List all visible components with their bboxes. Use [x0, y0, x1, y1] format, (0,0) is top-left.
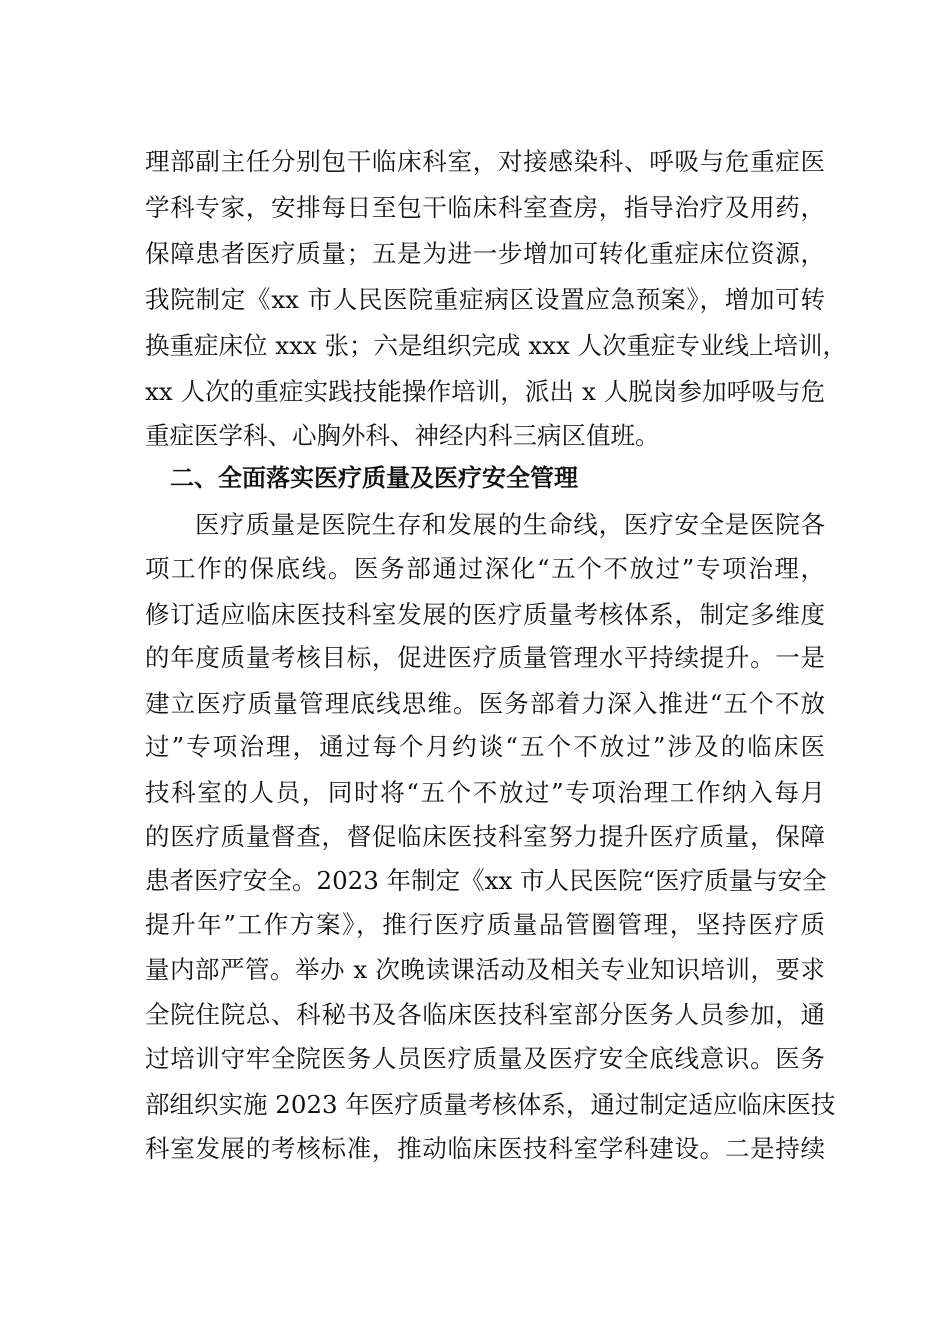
paragraph-line: 技科室的人员，同时将“五个不放过”专项治理工作纳入每月 — [145, 778, 825, 807]
paragraph-line: 量内部严管。举办 x 次晚读课活动及相关专业知识培训，要求 — [145, 955, 825, 984]
paragraph-line: 的医疗质量督查，督促临床医技科室努力提升医疗质量，保障 — [145, 822, 825, 851]
paragraph-line: 部组织实施 2023 年医疗质量考核体系，通过制定适应临床医技 — [145, 1090, 836, 1119]
paragraph-line: 提升年”工作方案》，推行医疗质量品管圈管理，坚持医疗质 — [145, 910, 825, 939]
paragraph-line: 重症医学科、心胸外科、神经内科三病区值班。 — [145, 421, 660, 450]
paragraph-line: 患者医疗安全。2023 年制定《xx 市人民医院“医疗质量与安全 — [145, 866, 827, 895]
paragraph-line: 医疗质量是医院生存和发展的生命线，医疗安全是医院各 — [195, 510, 825, 539]
paragraph-line: 过”专项治理，通过每个月约谈“五个不放过”涉及的临床医 — [145, 732, 825, 761]
paragraph-line: 理部副主任分别包干临床科室，对接感染科、呼吸与危重症医 — [145, 147, 825, 176]
paragraph-line: 修订适应临床医技科室发展的医疗质量考核体系，制定多维度 — [145, 600, 825, 629]
paragraph-line: 全院住院总、科秘书及各临床医技科室部分医务人员参加，通 — [145, 1000, 825, 1029]
paragraph-line: 项工作的保底线。医务部通过深化“五个不放过”专项治理， — [145, 554, 825, 583]
paragraph-line: 科室发展的考核标准，推动临床医技科室学科建设。二是持续 — [145, 1134, 825, 1163]
paragraph-line: 换重症床位 xxx 张；六是组织完成 xxx 人次重症专业线上培训， — [145, 331, 848, 360]
paragraph-line: 建立医疗质量管理底线思维。医务部着力深入推进“五个不放 — [145, 689, 825, 718]
paragraph-line: 的年度质量考核目标，促进医疗质量管理水平持续提升。一是 — [145, 643, 825, 672]
paragraph-line: xx 人次的重症实践技能操作培训，派出 x 人脱岗参加呼吸与危 — [145, 377, 825, 406]
paragraph-line: 学科专家，安排每日至包干临床科室查房，指导治疗及用药， — [145, 193, 825, 222]
section-heading: 二、全面落实医疗质量及医疗安全管理 — [170, 464, 578, 492]
paragraph-line: 过培训守牢全院医务人员医疗质量及医疗安全底线意识。医务 — [145, 1044, 825, 1073]
paragraph-line: 我院制定《xx 市人民医院重症病区设置应急预案》，增加可转 — [145, 285, 825, 314]
paragraph-line: 保障患者医疗质量；五是为进一步增加可转化重症床位资源， — [145, 239, 825, 268]
